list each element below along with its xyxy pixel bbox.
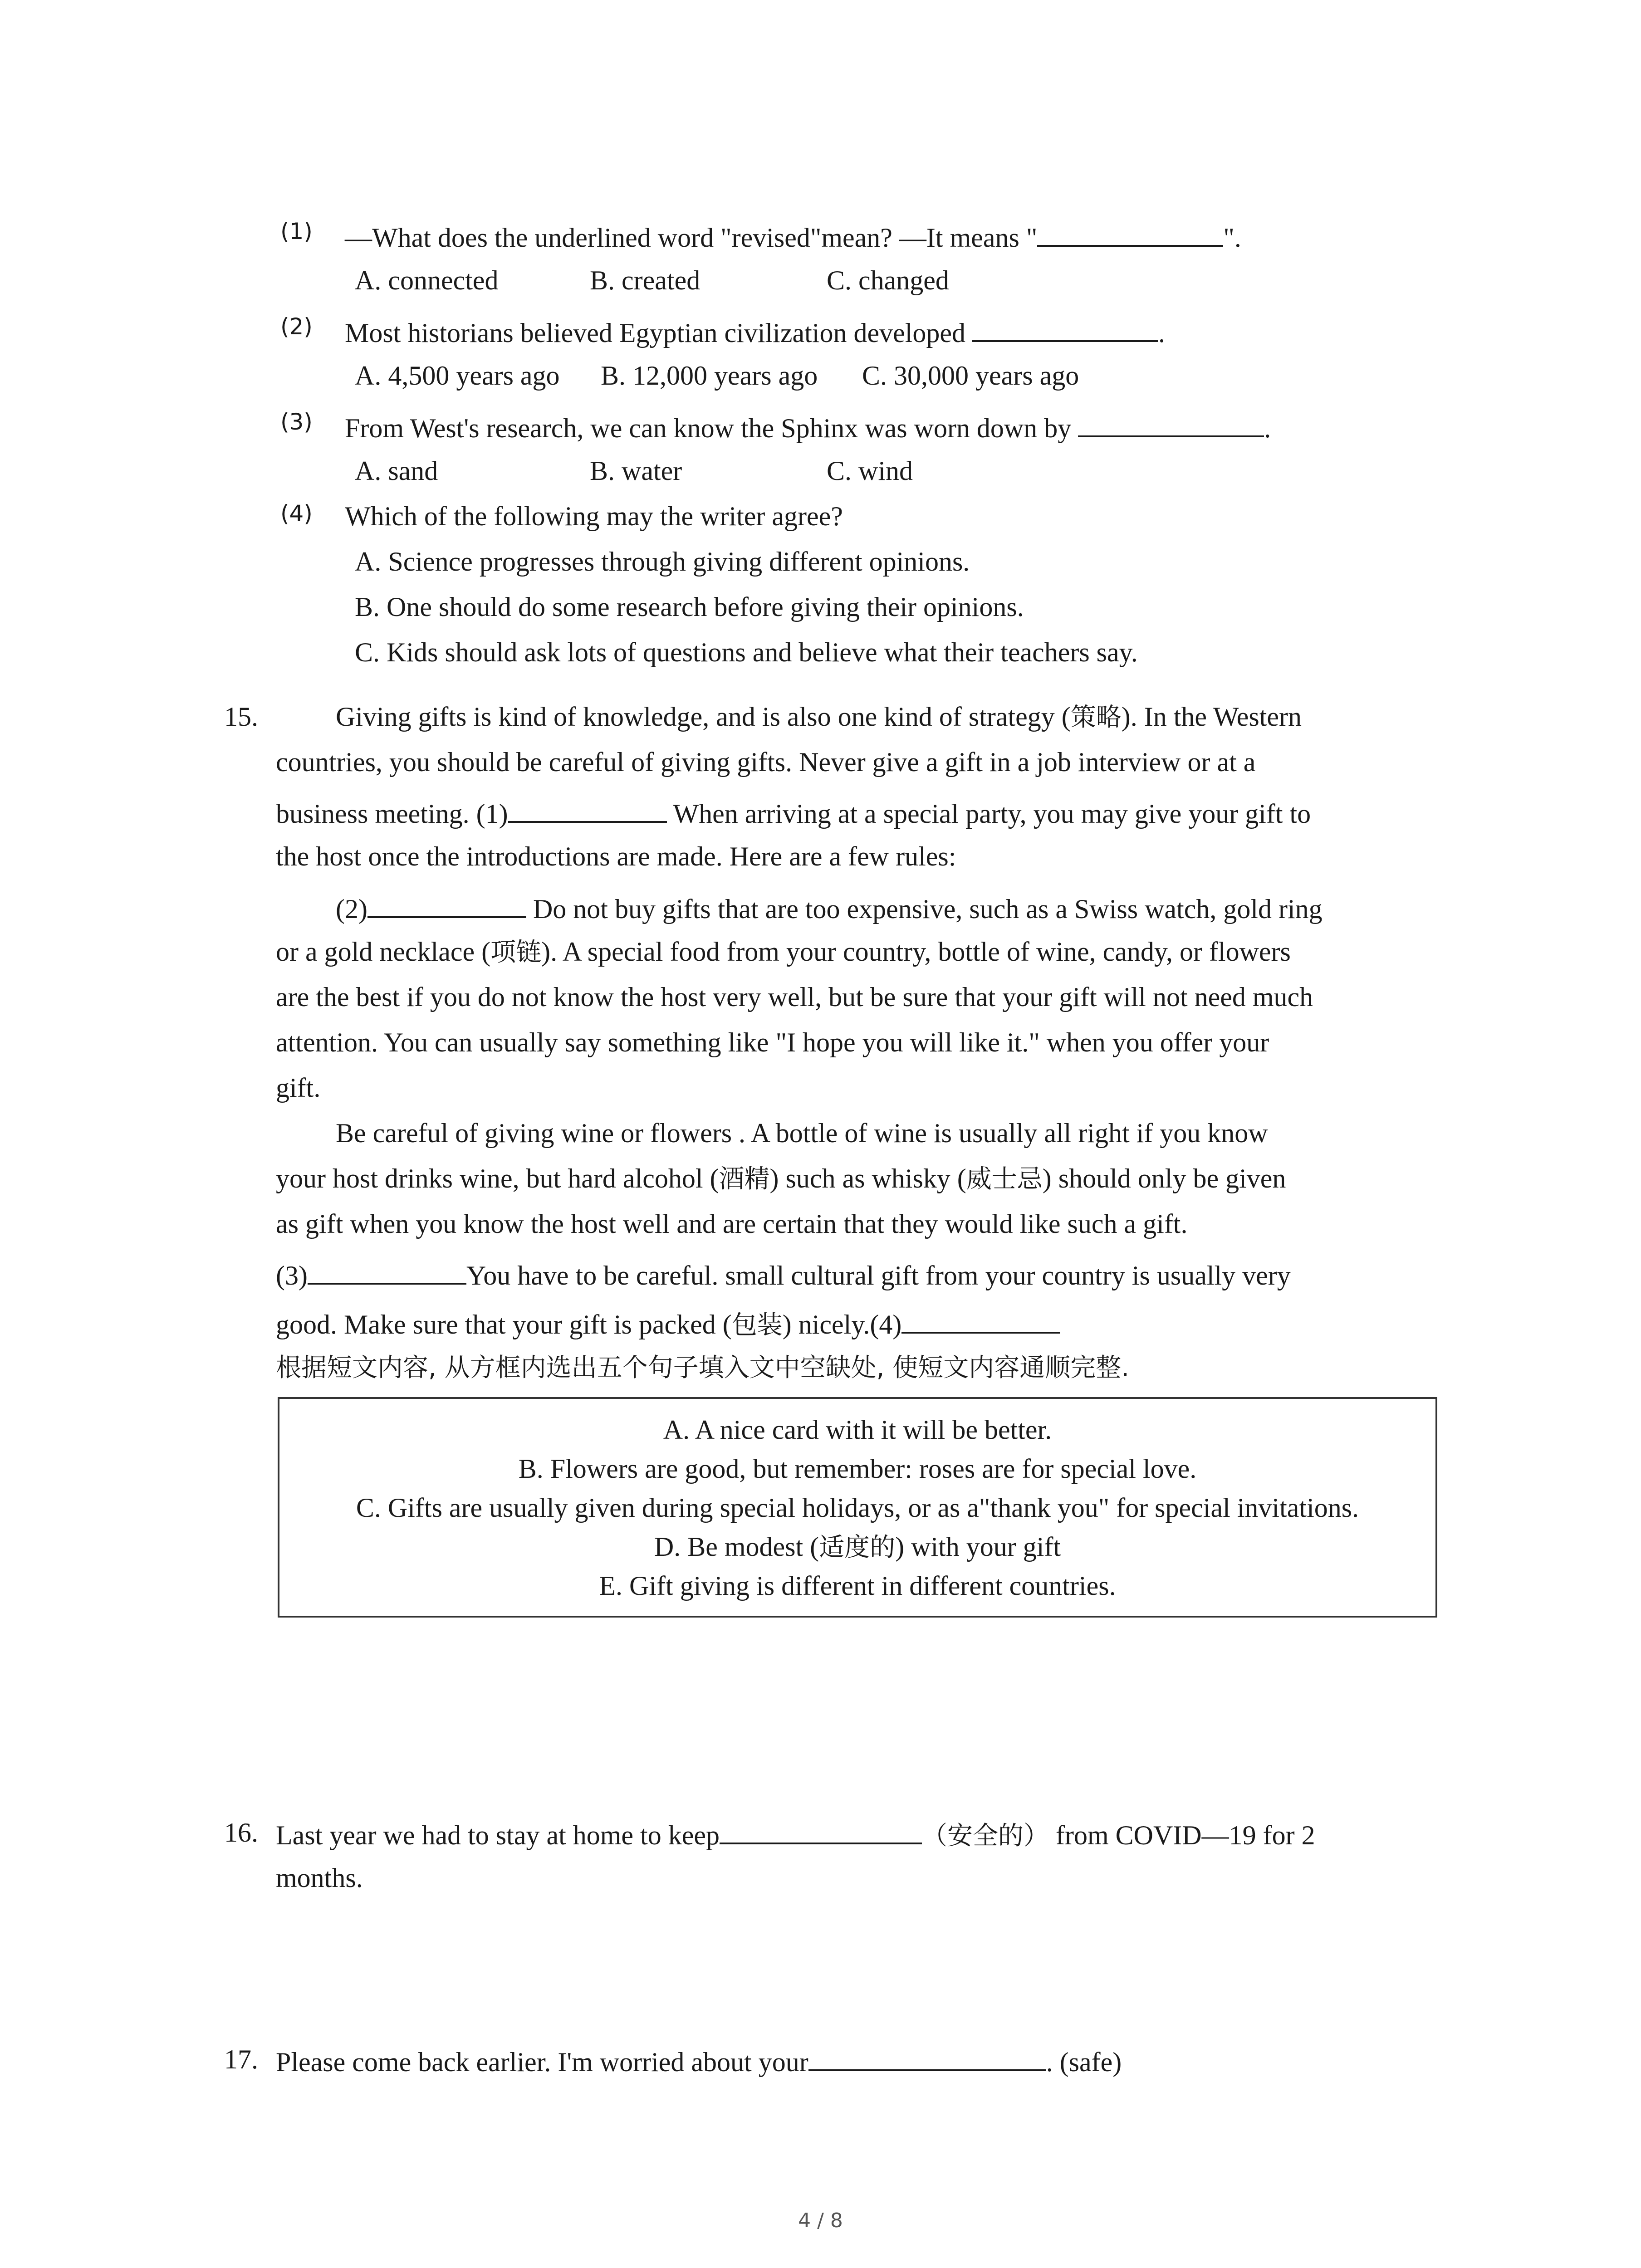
question-16-line: months. [276,1863,363,1893]
passage-line: Be careful of giving wine or flowers . A bottle of wine is usually all right if you know [336,1118,1268,1148]
box-option-d: D. Be modest (适度的) with your gift [654,1532,1061,1562]
option-c: C. Kids should ask lots of questions and believe what their teachers say. [355,637,1138,667]
answer-blank[interactable] [1037,217,1223,247]
passage-line: the host once the introductions are made. Here are a few rules: [276,841,956,871]
answer-blank[interactable] [808,2041,1046,2071]
subquestion-2-stem: Most historians believed Egyptian civilization developed . [345,312,1165,351]
subquestion-4-stem: Which of the following may the writer agree? [345,501,843,531]
option-c: C. changed [827,265,949,295]
passage-line: or a gold necklace (项链). A special food from your country, bottle of wine, candy, or flowers [276,937,1291,967]
option-b: B. 12,000 years ago [601,361,818,391]
box-option-a: A. A nice card with it will be better. [663,1415,1052,1445]
option-a: A. Science progresses through giving different opinions. [355,547,970,577]
subquestion-number: (4) [280,500,313,527]
instruction: 根据短文内容, 从方框内选出五个句子填入文中空缺处, 使短文内容通顺完整. [276,1353,1130,1383]
answer-blank[interactable] [1078,407,1264,437]
question-17-line: Please come back earlier. I'm worried about your . (safe) [276,2041,1122,2080]
question-number: 17. [224,2044,258,2074]
passage-line: countries, you should be careful of giving gifts. Never give a gift in a job interview or at a [276,747,1256,777]
option-c: C. 30,000 years ago [862,361,1079,391]
box-option-e: E. Gift giving is different in different countries. [599,1571,1116,1601]
box-option-b: B. Flowers are good, but remember: roses are for special love. [518,1454,1197,1484]
option-a: A. sand [355,456,438,486]
answer-blank[interactable] [720,1814,922,1844]
passage-line: (2) Do not buy gifts that are too expensive, such as a Swiss watch, gold ring [336,888,1323,927]
answer-blank[interactable] [972,312,1158,342]
passage-line: Giving gifts is kind of knowledge, and is also one kind of strategy (策略). In the Western [336,702,1302,732]
question-number: 16. [224,1818,258,1848]
passage-line: (3) You have to be careful. small cultural gift from your country is usually very [276,1255,1291,1294]
passage-line: as gift when you know the host well and are certain that they would like such a gift. [276,1209,1188,1239]
subquestion-1-stem: —What does the underlined word "revised"mean? —It means " ". [345,217,1241,256]
option-c: C. wind [827,456,913,486]
answer-blank-1[interactable] [508,793,667,823]
subquestion-number: (3) [280,409,313,435]
option-b: B. created [590,265,700,295]
passage-line: gift. [276,1073,321,1103]
subquestion-3-stem: From West's research, we can know the Sphinx was worn down by . [345,407,1271,446]
question-16-line: Last year we had to stay at home to keep （安全的） from COVID—19 for 2 [276,1814,1315,1854]
passage-line: good. Make sure that your gift is packed (包装) nicely.(4) [276,1304,1060,1344]
answer-blank-4[interactable] [901,1304,1060,1334]
option-box [278,1397,1437,1618]
box-option-c: C. Gifts are usually given during special holidays, or as a"thank you" for special invitations. [356,1493,1359,1523]
passage-line: your host drinks wine, but hard alcohol (酒精) such as whisky (威士忌) should only be given [276,1163,1286,1194]
option-b: B. One should do some research before giving their opinions. [355,592,1024,622]
option-a: A. 4,500 years ago [355,361,560,391]
passage-line: attention. You can usually say something like "I hope you will like it." when you offer your [276,1027,1269,1057]
page-number: 4 / 8 [798,2209,843,2232]
answer-blank-2[interactable] [367,888,526,918]
option-a: A. connected [355,265,499,295]
option-b: B. water [590,456,682,486]
passage-line: are the best if you do not know the host very well, but be sure that your gift will not need much [276,982,1313,1012]
passage-line: business meeting. (1) When arriving at a special party, you may give your gift to [276,793,1311,832]
question-number: 15. [224,702,258,732]
subquestion-number: (1) [280,218,313,244]
subquestion-number: (2) [280,313,313,340]
answer-blank-3[interactable] [308,1255,466,1285]
